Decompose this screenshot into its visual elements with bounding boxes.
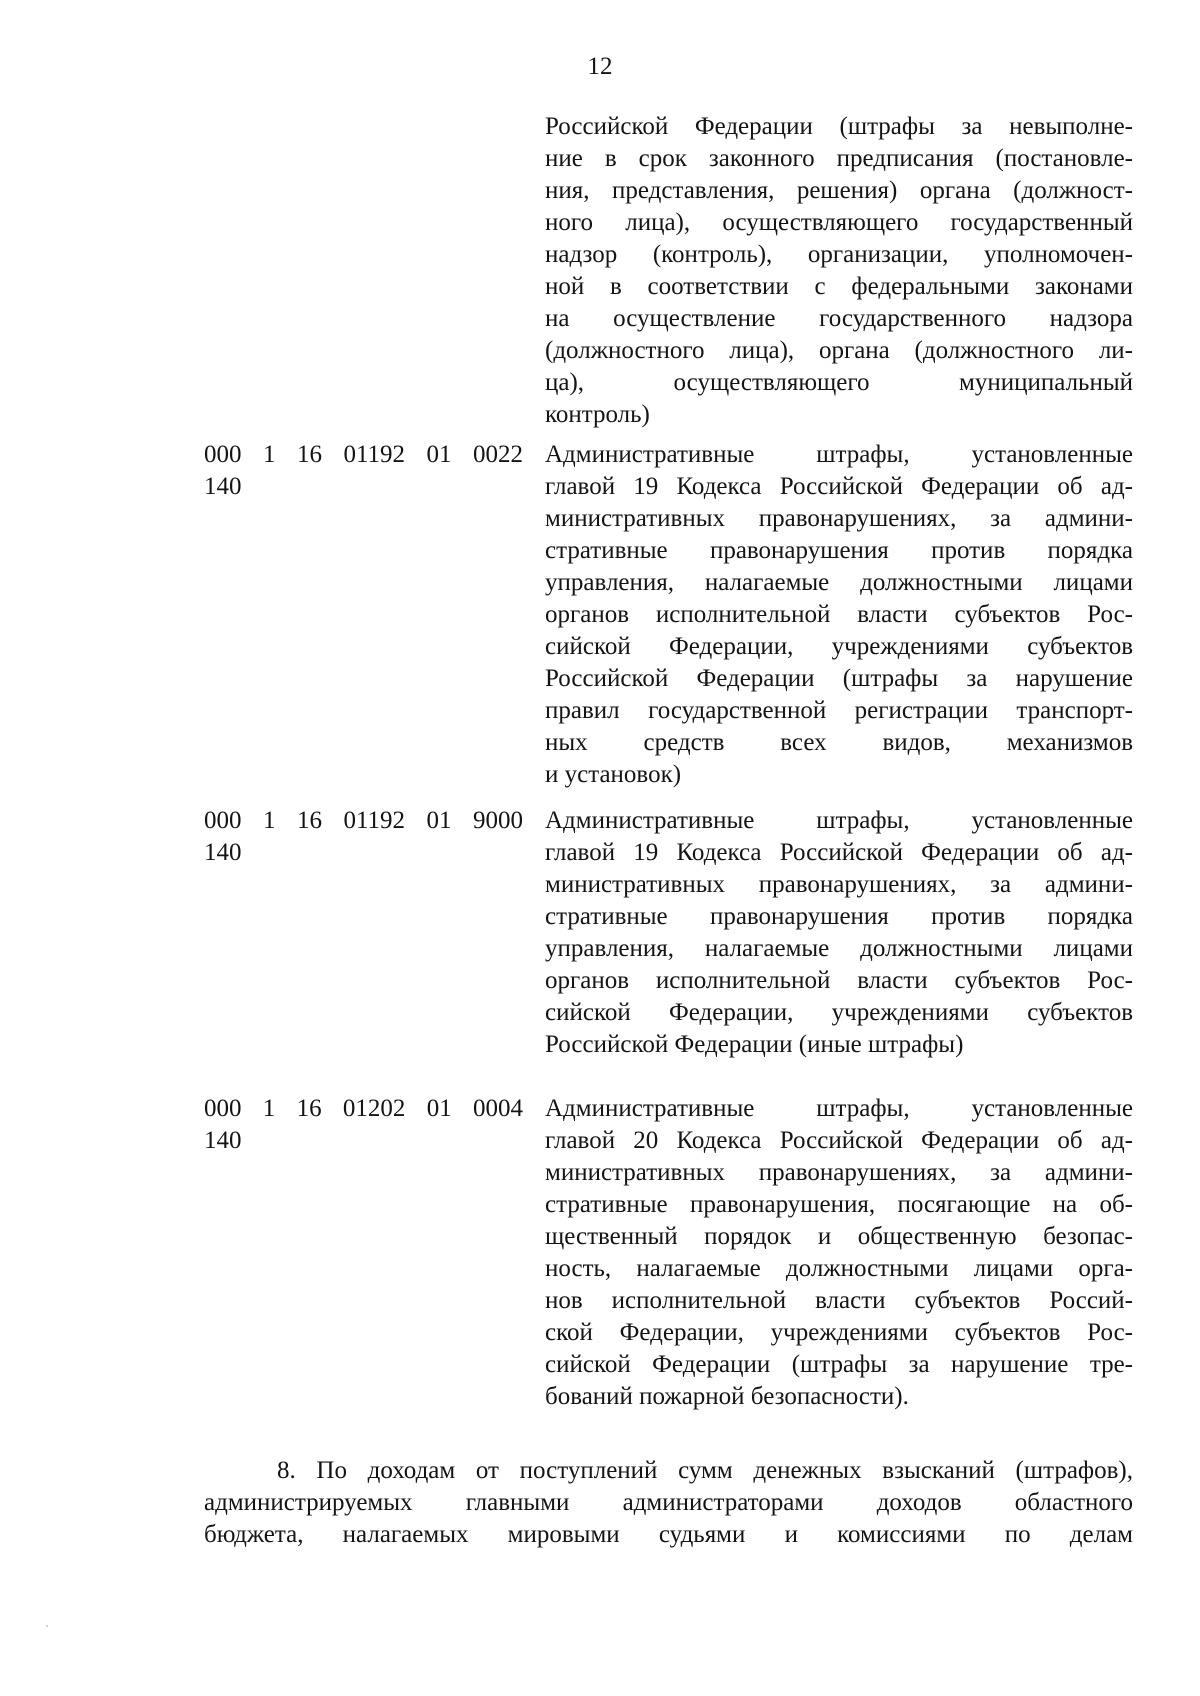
continuation-line: ного лица), осуществляющего государственный — [545, 209, 1133, 236]
page-number: 12 — [587, 53, 613, 80]
description-line: стративные правонарушения против порядка — [545, 537, 1133, 564]
continuation-line: Российской Федерации (штрафы за невыполне- — [545, 113, 1133, 140]
description-line: сийской Федерации, учреждениями субъектов — [545, 999, 1133, 1026]
revenue-code: 000 1 16 01192 01 0022 — [204, 441, 523, 468]
scan-speck — [46, 1625, 48, 1627]
description-line: правил государственной регистрации транспорт- — [545, 697, 1133, 724]
continuation-line: ца), осуществляющего муниципальный — [545, 369, 1133, 396]
description-line: Административные штрафы, установленные — [545, 441, 1133, 468]
revenue-code-suffix: 140 — [204, 1127, 242, 1154]
description-line: и установок) — [545, 761, 682, 788]
paragraph-line: 8. По доходам от поступлений сумм денежных взысканий (штрафов), — [277, 1457, 1133, 1484]
description-line: управления, налагаемые должностными лицами — [545, 569, 1133, 596]
revenue-code-suffix: 140 — [204, 839, 242, 866]
continuation-line: (должностного лица), органа (должностного ли- — [545, 337, 1133, 364]
continuation-line: контроль) — [545, 401, 650, 428]
continuation-line: ния, представления, решения) органа (должност- — [545, 177, 1133, 204]
description-line: нов исполнительной власти субъектов Россий- — [545, 1287, 1133, 1314]
description-line: сийской Федерации, учреждениями субъектов — [545, 633, 1133, 660]
description-line: главой 19 Кодекса Российской Федерации об ад- — [545, 473, 1133, 500]
description-line: стративные правонарушения, посягающие на об- — [545, 1191, 1133, 1218]
description-line: стративные правонарушения против порядка — [545, 903, 1133, 930]
description-line: сийской Федерации (штрафы за нарушение тре- — [545, 1351, 1133, 1378]
description-line: Российской Федерации (штрафы за нарушение — [545, 665, 1133, 692]
description-line: министративных правонарушениях, за админи- — [545, 1159, 1133, 1186]
description-line: бований пожарной безопасности). — [545, 1383, 909, 1410]
revenue-code-suffix: 140 — [204, 473, 242, 500]
description-line: главой 19 Кодекса Российской Федерации об ад- — [545, 839, 1133, 866]
description-line: министративных правонарушениях, за админи- — [545, 505, 1133, 532]
description-line: министративных правонарушениях, за админи- — [545, 871, 1133, 898]
revenue-code: 000 1 16 01202 01 0004 — [204, 1095, 523, 1122]
continuation-line: на осуществление государственного надзора — [545, 305, 1133, 332]
continuation-line: ной в соответствии с федеральными законами — [545, 273, 1133, 300]
continuation-line: надзор (контроль), организации, уполномочен- — [545, 241, 1133, 268]
description-line: Российской Федерации (иные штрафы) — [545, 1031, 964, 1058]
continuation-line: ние в срок законного предписания (постановле- — [545, 145, 1133, 172]
paragraph-line: бюджета, налагаемых мировыми судьями и комиссиями по делам — [204, 1521, 1133, 1548]
description-line: ской Федерации, учреждениями субъектов Рос- — [545, 1319, 1133, 1346]
description-line: Административные штрафы, установленные — [545, 807, 1133, 834]
description-line: щественный порядок и общественную безопас- — [545, 1223, 1133, 1250]
description-line: органов исполнительной власти субъектов Рос- — [545, 967, 1133, 994]
description-line: ных средств всех видов, механизмов — [545, 729, 1133, 756]
description-line: Административные штрафы, установленные — [545, 1095, 1133, 1122]
revenue-code: 000 1 16 01192 01 9000 — [204, 807, 523, 834]
description-line: ность, налагаемые должностными лицами орга- — [545, 1255, 1133, 1282]
description-line: главой 20 Кодекса Российской Федерации об ад- — [545, 1127, 1133, 1154]
description-line: управления, налагаемые должностными лицами — [545, 935, 1133, 962]
description-line: органов исполнительной власти субъектов Рос- — [545, 601, 1133, 628]
paragraph-line: администрируемых главными администраторами доходов областного — [204, 1489, 1133, 1516]
